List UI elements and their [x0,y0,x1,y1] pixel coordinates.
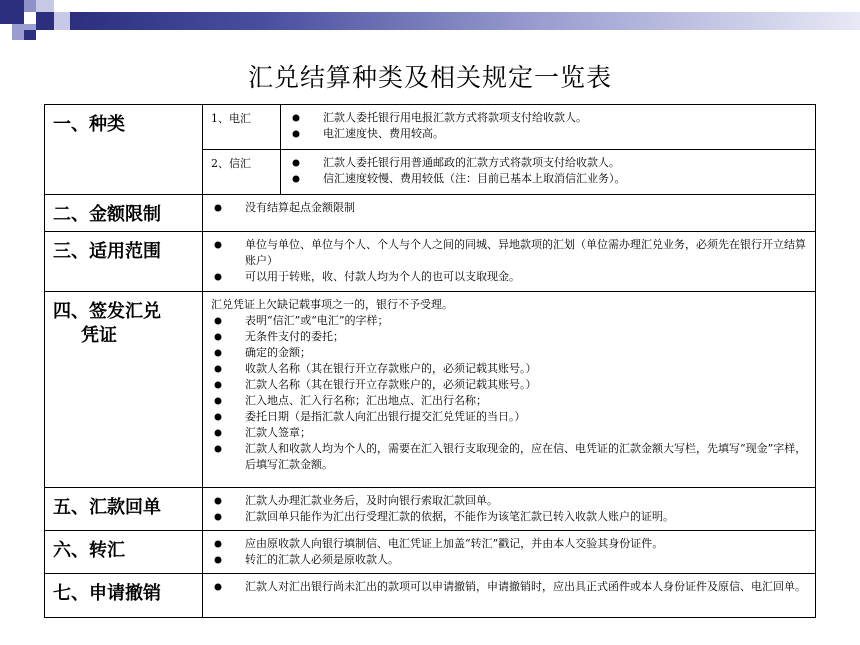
list-item: 转汇的汇款人必须是原收款人。 [211,552,809,568]
decor-square [36,0,54,12]
row-header-scope: 三、适用范围 [45,232,203,292]
bullet-icon [215,514,222,521]
content-cell [281,105,816,150]
bullet-icon [293,160,300,167]
voucher-intro: 汇兑凭证上欠缺记载事项之一的，银行不予受理。 [211,298,453,311]
list-item: 委托日期（是指汇款人向汇出银行提交汇兑凭证的当日。） [211,409,809,425]
content-cell [203,531,816,574]
decor-square [24,0,36,12]
table-row [45,488,816,531]
list-item: 汇入地点、汇入行名称；汇出地点、汇出行名称； [211,393,809,409]
bullet-icon [215,584,222,591]
list-item: 收款人名称（其在银行开立存款账户的，必须记载其账号。） [211,361,809,377]
list-item: 汇款人名称（其在银行开立存款账户的，必须记载其账号。） [211,377,809,393]
content-cell [203,292,816,488]
list-item: 汇款人委托银行用电报汇款方式将款项支付给收款人。 [289,110,809,126]
list-item: 没有结算起点金额限制 [211,200,809,216]
bullet-icon [215,430,222,437]
list-item: 汇款人办理汇款业务后，及时向银行索取汇款回单。 [211,493,809,509]
table-row [45,531,816,574]
list-item: 汇款人和收款人均为个人的，需要在汇入银行支取现金的，应在信、电凭证的汇款金额大写栏，先填写“现金”字样，后填写汇款金额。 [211,441,809,473]
list-item: 表明“信汇”或“电汇”的字样； [211,313,809,329]
list-item: 无条件支付的委托； [211,329,809,345]
bullet-icon [215,205,222,212]
sub-label-telegraphic: 1、电汇 [203,105,281,150]
bullet-icon [215,398,222,405]
list-item: 可以用于转账，收、付款人均为个人的也可以支取现金。 [211,269,809,285]
rules-table [44,104,816,618]
content-cell [203,574,816,618]
bullet-icon [293,115,300,122]
row-header-types: 一、种类 [45,105,203,195]
decor-square [54,12,70,30]
row-header-voucher: 四、签发汇兑 凭证 [45,292,203,488]
bullet-icon [215,382,222,389]
list-item: 汇款人委托银行用普通邮政的汇款方式将款项支付给收款人。 [289,155,809,171]
bullet-icon [215,446,222,453]
list-item: 应由原收款人向银行填制信、电汇凭证上加盖“转汇”戳记，并由本人交验其身份证件。 [211,536,809,552]
table-row [45,195,816,232]
decor-square [0,0,24,24]
bullet-icon [215,274,222,281]
content-cell [203,232,816,292]
sub-label-mail: 2、信汇 [203,150,281,195]
bullet-icon [293,176,300,183]
bullet-icon [215,498,222,505]
table-row [45,105,816,150]
bullet-icon [215,541,222,548]
decorative-header [0,0,860,42]
row-header-cancel: 七、申请撤销 [45,574,203,618]
list-item: 汇款人签章； [211,425,809,441]
content-cell [203,488,816,531]
table-row [45,232,816,292]
table-row [45,292,816,488]
decor-square [36,12,54,30]
content-cell [203,195,816,232]
list-item: 确定的金额； [211,345,809,361]
bullet-icon [215,334,222,341]
bullet-icon [293,131,300,138]
table-row [45,574,816,618]
list-item: 汇款人对汇出银行尚未汇出的款项可以申请撤销，申请撤销时，应出具正式函件或本人身份证件及原信、电汇回单。 [211,579,809,595]
bullet-icon [215,350,222,357]
bullet-icon [215,414,222,421]
bullet-icon [215,366,222,373]
row-header-transfer: 六、转汇 [45,531,203,574]
row-header-amount: 二、金额限制 [45,195,203,232]
decor-square [24,30,36,40]
list-item: 信汇速度较慢、费用较低（注：目前已基本上取消信汇业务）。 [289,171,809,187]
decor-gradient-band [70,12,860,30]
bullet-icon [215,557,222,564]
bullet-icon [215,242,222,249]
list-item: 单位与单位、单位与个人、个人与个人之间的同城、异地款项的汇划（单位需办理汇兑业务，必须先在银行开立结算账户） [211,237,809,269]
list-item: 电汇速度快、费用较高。 [289,126,809,142]
bullet-icon [215,318,222,325]
list-item: 汇款回单只能作为汇出行受理汇款的依据，不能作为该笔汇款已转入收款人账户的证明。 [211,509,809,525]
row-header-receipt: 五、汇款回单 [45,488,203,531]
page-title: 汇兑结算种类及相关规定一览表 [247,63,612,92]
content-cell [281,150,816,195]
